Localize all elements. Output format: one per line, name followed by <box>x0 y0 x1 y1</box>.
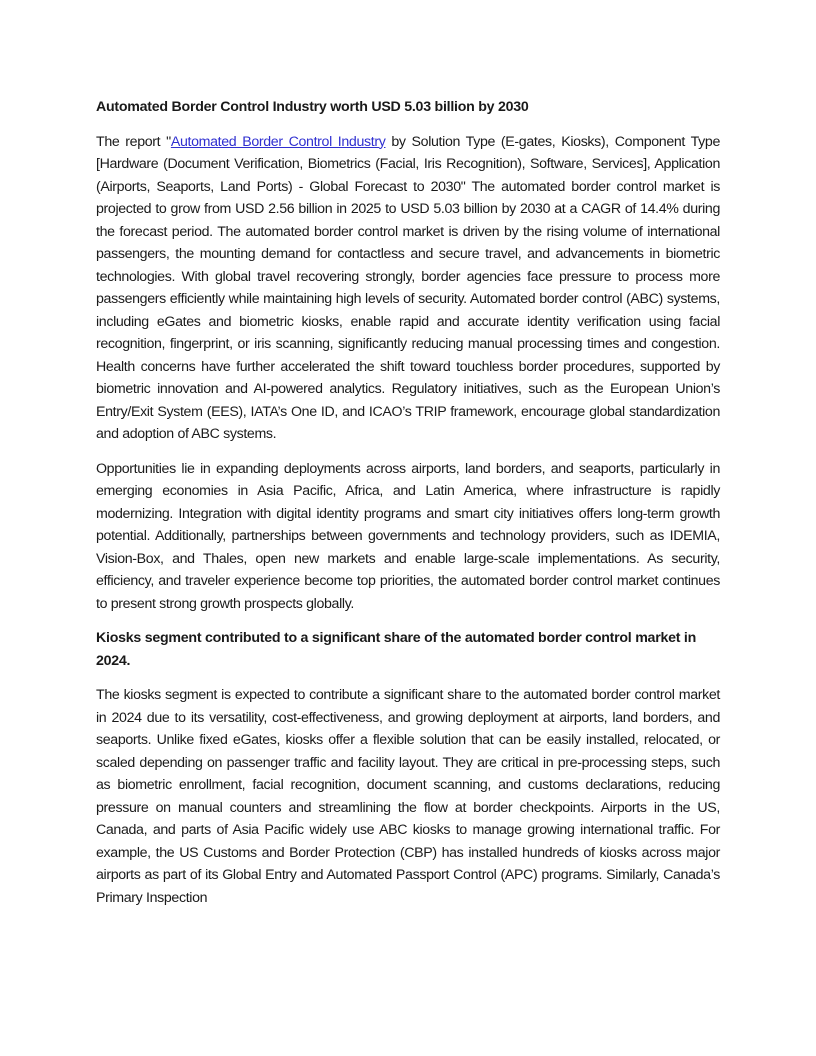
document-page <box>96 96 720 921</box>
intro-paragraph <box>96 131 720 446</box>
opportunities-paragraph: Opportunities lie in expanding deployments across airports, land borders, and seaports, particularly in emerging economies in Asia Pacific, Africa, and Latin America, where infrastructure is rapidly modernizing. Integration with digital identity programs and smart city initiatives offers long-term growth potential. Additionally, partnerships between governments and technology providers, such as IDEMIA, Vision-Box, and Thales, open new markets and enable large-scale implementations. As security, efficiency, and traveler experience become top priorities, the automated border control market continues to present strong growth prospects globally. <box>96 460 720 612</box>
section-subheading: Kiosks segment contributed to a significant share of the automated border control market in 2024. <box>96 630 697 669</box>
intro-suffix: by Solution Type (E-gates, Kiosks), Component Type [Hardware (Document Verification, Biometrics (Facial, Iris Recognition), Software, Services], Application (Airports, Seaports, Land Ports) - Global Forecast to 2030" The automated border control market is projected to grow from USD 2.56 billion in 2025 to USD 5.03 billion by 2030 at a CAGR of 14.4% during the forecast period. The automated border control market is driven by the rising volume of international passengers, the mounting demand for contactless and secure travel, and advancements in biometric technologies. With global travel recovering strongly, border agencies face pressure to process more passengers efficiently while maintaining high levels of security. Automated border control (ABC) systems, including eGates and biometric kiosks, enable rapid and accurate identity verification using facial recognition, fingerprint, or iris scanning, significantly reducing manual processing times and congestion. Health concerns have further accelerated the shift toward touchless border procedures, supported by biometric innovation and AI-powered analytics. Regulatory initiatives, such as the European Union’s Entry/Exit System (EES), IATA’s One ID, and ICAO’s TRIP framework, encourage global standardization and adoption of ABC systems. <box>96 133 720 442</box>
intro-prefix: The report " <box>96 133 171 150</box>
document-title: Automated Border Control Industry worth USD 5.03 billion by 2030 <box>96 99 529 115</box>
kiosks-paragraph: The kiosks segment is expected to contribute a significant share to the automated border control market in 2024 due to its versatility, cost-effectiveness, and growing deployment at airports, land borders, and seaports. Unlike fixed eGates, kiosks offer a flexible solution that can be easily installed, relocated, or scaled depending on passenger traffic and facility layout. They are critical in pre-processing steps, such as biometric enrollment, facial recognition, document scanning, and customs declarations, reducing pressure on manual counters and streamlining the flow at border checkpoints. Airports in the US, Canada, and parts of Asia Pacific widely use ABC kiosks to manage growing international traffic. For example, the US Customs and Border Protection (CBP) has installed hundreds of kiosks across major airports as part of its Global Entry and Automated Passport Control (APC) programs. Similarly, Canada’s Primary Inspection <box>96 687 720 906</box>
report-link[interactable]: Automated Border Control Industry <box>170 133 386 150</box>
